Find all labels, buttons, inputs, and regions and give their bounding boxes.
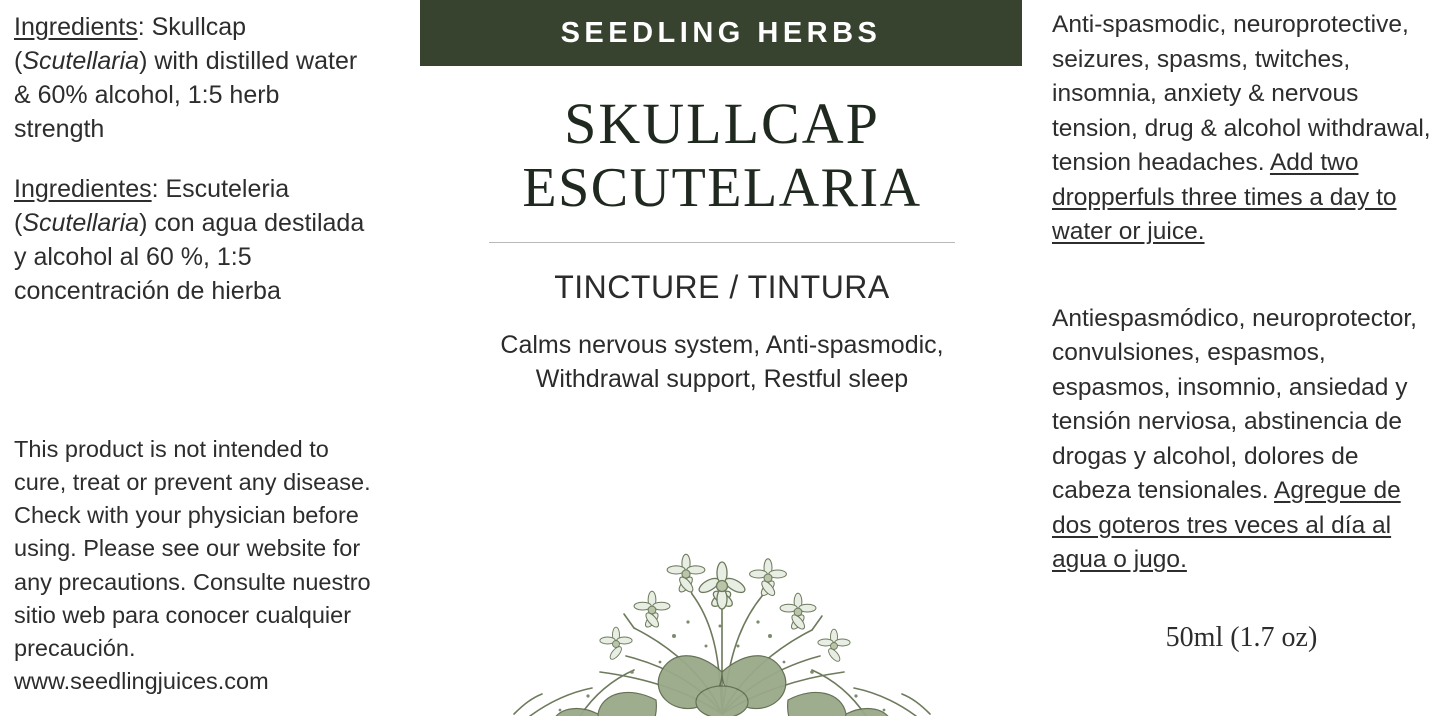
- uses-spanish-text: Antiespasmódico, neuroprotector, convulsiones, espasmos, espasmos, insomnio, ansiedad y tensión nerviosa, abstinencia de drogas y alcohol, dolores de cabeza tensionales.: [1052, 304, 1417, 505]
- ingredients-spanish-text-2: ) con agua destilada y alcohol al 60 %, 1:5 concentración de hierba: [14, 209, 365, 305]
- right-panel: [1024, 0, 1445, 716]
- brand-banner: [420, 0, 1022, 66]
- website-url[interactable]: www.seedlingjuices.com: [14, 667, 269, 694]
- product-name-block: [420, 92, 1024, 220]
- center-panel: [420, 0, 1024, 716]
- botanical-illustration: [420, 486, 1024, 716]
- dosage-english: Add two dropperfuls three times a day to water or juice.: [1052, 149, 1397, 246]
- product-name-spanish: ESCUTELARIA: [522, 156, 922, 219]
- ingredients-english-text-1: : Skullcap (: [14, 13, 247, 75]
- disclaimer-block: [14, 433, 380, 698]
- ingredients-english-latin: Scutellaria: [22, 47, 140, 75]
- ingredients-english-heading: Ingredients: [14, 13, 138, 41]
- brand-name: SEEDLING HERBS: [560, 16, 882, 49]
- ingredients-english: [14, 10, 370, 146]
- disclaimer-text: This product is not intended to cure, treat or prevent any disease. Check with your physician before using. Please see our website for any precautions. Consulte nuestro sitio web para conocer cualquier precaución.: [14, 436, 371, 661]
- left-panel: [0, 0, 420, 716]
- product-name-english: SKULLCAP: [564, 91, 880, 156]
- volume-text: 50ml (1.7 oz): [1165, 621, 1318, 653]
- ingredients-spanish-heading: Ingredientes: [14, 175, 152, 203]
- horizontal-divider: [489, 242, 955, 243]
- ingredients-english-text-2: ) with distilled water & 60% alcohol, 1:5 herb strength: [14, 47, 358, 143]
- ingredients-spanish-text-1: : Escuteleria (: [14, 175, 290, 237]
- uses-english: [1052, 8, 1431, 250]
- uses-english-text: Anti-spasmodic, neuroprotective, seizures, spasms, twitches, insomnia, anxiety & nervous tension, drug & alcohol withdrawal, tension headaches.: [1052, 11, 1431, 177]
- ingredients-spanish: [14, 172, 370, 308]
- dosage-spanish: Agregue de dos goteros tres veces al día al agua o jugo.: [1052, 477, 1401, 574]
- product-benefits: Calms nervous system, Anti-spasmodic, Withdrawal support, Restful sleep: [500, 330, 944, 394]
- ingredients-spanish-latin: Scutellaria: [22, 209, 140, 237]
- uses-spanish: [1052, 302, 1431, 578]
- product-form: TINCTURE / TINTURA: [554, 268, 890, 305]
